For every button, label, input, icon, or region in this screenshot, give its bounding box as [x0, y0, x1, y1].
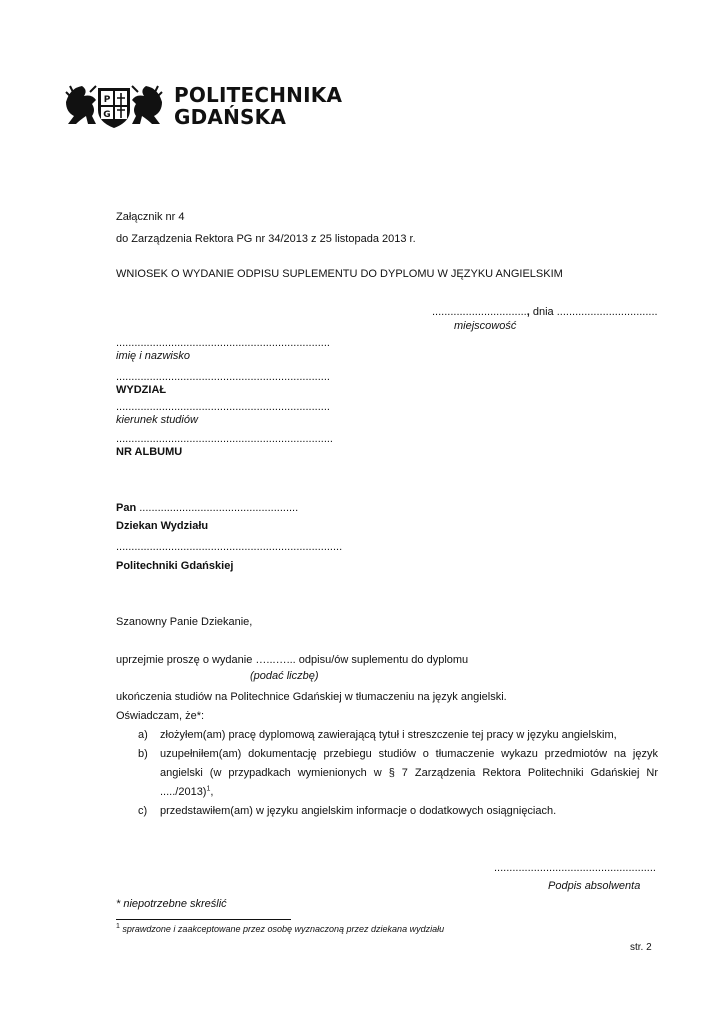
date-field: .................................	[556, 306, 658, 318]
document-title: WNIOSEK O WYDANIE ODPISU SUPLEMENTU DO DYPLOMU W JĘZYKU ANGIELSKIM	[116, 268, 563, 280]
footnote-number: 1	[116, 923, 120, 930]
faculty-field: ......................................................................	[116, 371, 330, 383]
footnote-text: sprawdzone i zaakceptowane przez osobę wyznaczoną przez dziekana wydziału	[119, 924, 445, 934]
addressee-faculty-field: ..........................................................................	[116, 541, 343, 553]
field-of-study-label: kierunek studiów	[116, 414, 198, 426]
place-caption: miejscowość	[454, 320, 517, 332]
addressee-pan-line	[116, 502, 298, 515]
attachment-number: Załącznik nr 4	[116, 211, 185, 223]
pan-label: Pan	[116, 502, 137, 514]
album-number-label: NR ALBUMU	[116, 446, 183, 458]
footnote-divider	[116, 919, 291, 920]
faculty-label: WYDZIAŁ	[116, 384, 167, 396]
pan-field: ....................................................	[136, 502, 299, 514]
number-hint: (podać liczbę)	[250, 670, 319, 682]
logo-line-1: POLITECHNIKA	[174, 83, 343, 107]
request-line: uprzejmie proszę o wydanie …...…... odpisu/ów suplementu do dyplomu	[116, 654, 469, 666]
item-a-letter: a)	[138, 729, 148, 741]
footnote-1	[116, 924, 444, 935]
logo-line-2: GDAŃSKA	[174, 105, 287, 129]
university-logo	[62, 80, 343, 130]
name-label: imię i nazwisko	[116, 350, 190, 362]
svg-text:G: G	[103, 110, 111, 120]
item-b-line-3-text: ...../2013)	[160, 786, 207, 798]
item-b-line-1: uzupełniłem(am) dokumentację przebiegu studiów o tłumaczenie wykazu przedmiotów na język	[160, 748, 658, 760]
item-c-letter: c)	[138, 805, 148, 817]
university-name: Politechniki Gdańskiej	[116, 560, 234, 572]
university-crest-icon	[62, 80, 166, 130]
declaration-intro: Oświadczam, że*:	[116, 710, 205, 722]
signature-label: Podpis absolwenta	[548, 880, 641, 892]
place-field: ...............................	[432, 306, 527, 318]
completion-line: ukończenia studiów na Politechnice Gdańskiej w tłumaczeniu na język angielski.	[116, 691, 507, 703]
svg-text:P: P	[103, 95, 111, 105]
name-field: ......................................................................	[116, 337, 330, 349]
album-number-field: .......................................................................	[116, 433, 333, 445]
dean-label: Dziekan Wydziału	[116, 520, 209, 532]
item-b-line-2: angielski (w przypadkach wymienionych w § 7 Zarządzenia Rektora Politechniki Gdańskiej Nr	[160, 767, 658, 779]
item-b-line-3-end: ,	[210, 786, 214, 798]
page-number: str. 2	[630, 942, 652, 953]
item-c-text: przedstawiłem(am) w języku angielskim informacje o dodatkowych osiągnięciach.	[160, 805, 557, 817]
item-b-line-3	[160, 786, 213, 799]
place-date-line	[432, 306, 658, 319]
item-b-letter: b)	[138, 748, 148, 760]
footnote-ref: 1	[206, 785, 211, 793]
attachment-reference: do Zarządzenia Rektora PG nr 34/2013 z 25 listopada 2013 r.	[116, 233, 416, 245]
asterisk-note: * niepotrzebne skreślić	[116, 898, 227, 910]
signature-field: .....................................................	[494, 862, 656, 874]
item-a-text: złożyłem(am) pracę dyplomową zawierającą tytuł i streszczenie tej pracy w języku angielskim,	[160, 729, 617, 741]
place-comma: ,	[526, 306, 530, 318]
date-label: dnia	[529, 306, 557, 318]
field-of-study-field: ......................................................................	[116, 401, 330, 413]
salutation: Szanowny Panie Dziekanie,	[116, 616, 253, 628]
